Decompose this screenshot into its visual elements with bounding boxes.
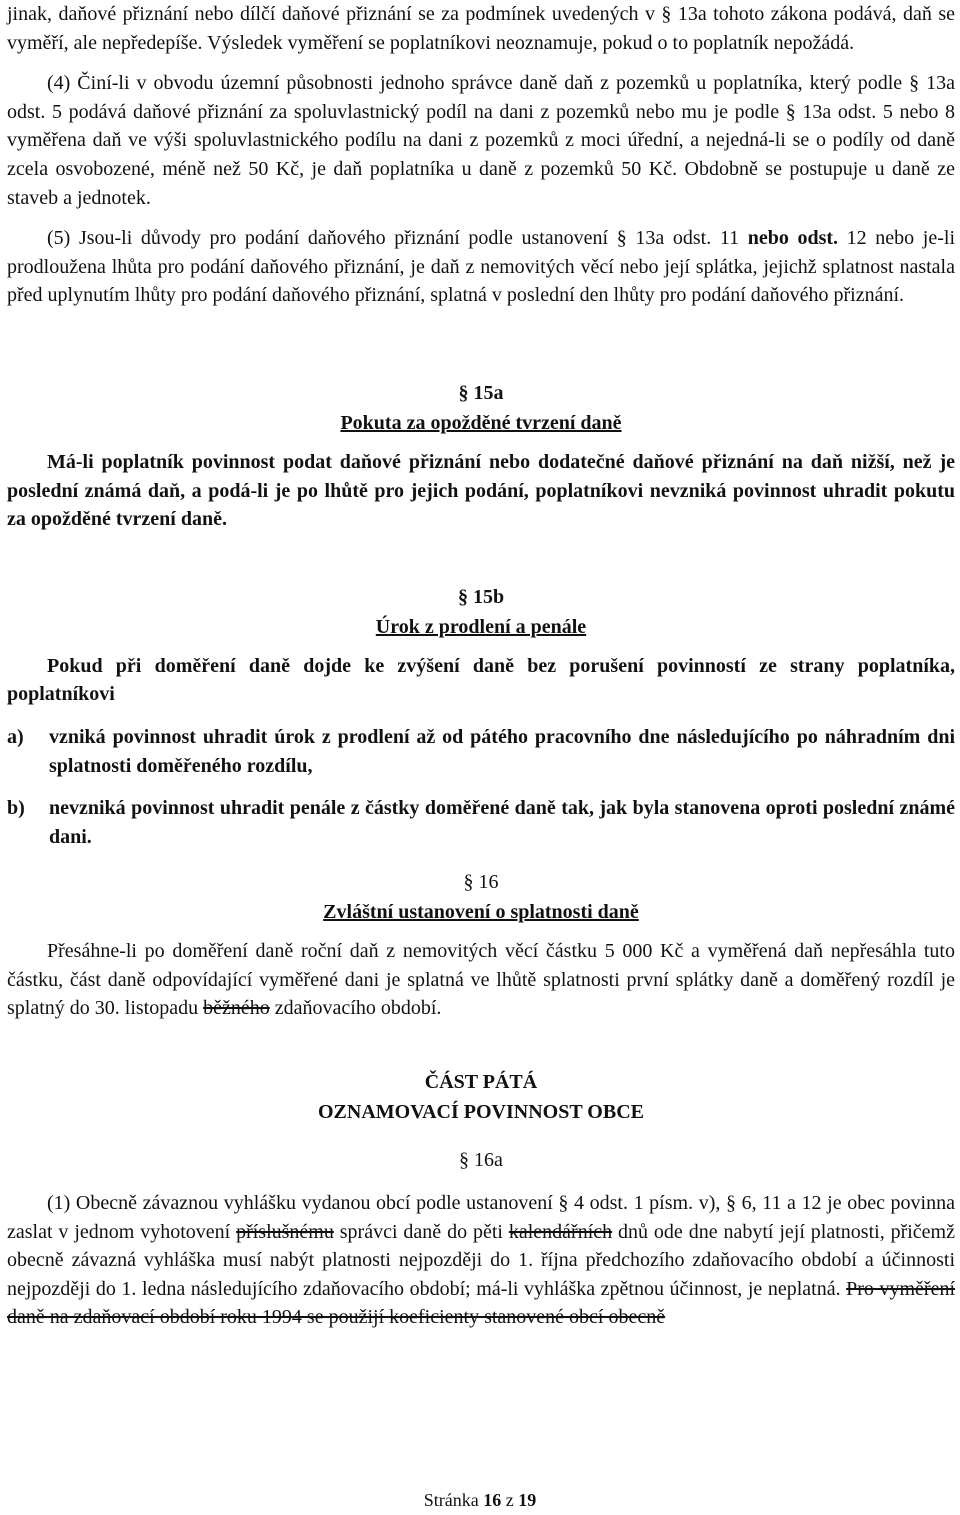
spacer — [7, 1023, 955, 1067]
section-15a-title: Pokuta za opožděné tvrzení daně — [340, 411, 622, 434]
paragraph-5-bold: nebo odst. — [747, 227, 839, 250]
section-16a-struck-2: kalendářních — [508, 1220, 613, 1243]
section-15a-text: Má-li poplatník povinnost podat daňové přiznání nebo dodatečné daňové přiznání na daň nižší, než je poslední známá daň, a podá-li je po lhůtě pro jejich podání, poplatníkovi nevzniká povinnost uhradit pokutu za opožděné tvrzení daně. — [7, 450, 955, 531]
paragraph-continuation: jinak, daňové přiznání nebo dílčí daňové přiznání se za podmínek uvedených v § 13a tohoto zákona podává, daň se vyměří, ale nepředepíše. Výsledek vyměření se poplatníkovi neoznamuje, pokud o to poplatník nepožádá. — [7, 3, 955, 54]
paragraph-4: (4) Činí-li v obvodu územní působnosti jednoho správce daně daň z pozemků u poplatníka, který podle § 13a odst. 5 podává daňové přiznání za spoluvlastnický podíl na dani z pozemků nebo mu je podle § 13a odst. 5 nebo 8 vyměřena daň ve výši spoluvlastnického podílu na dani z pozemků z moci úřední, a nejedná-li se o podíly od daně zcela osvobozené, méně než 50 Kč, je daň poplatníka u daně z pozemků 50 Kč. Obdobně se postupuje u daně ze staveb a jednotek. — [7, 72, 955, 209]
item-label: a) — [7, 725, 24, 748]
item-label: b) — [7, 797, 25, 820]
spacer — [7, 642, 955, 652]
section-16a-text-1: (1) Obecně závaznou vyhlášku vydanou obcí podle ustanovení § 4 odst. 1 písm. v), § 6, 11 a 12 je obec povinna zaslat v jednom vyhotovení — [7, 1192, 955, 1243]
section-15b-number: § 15b — [457, 585, 505, 608]
spacer — [7, 709, 955, 723]
section-16-struck: běžného — [203, 997, 270, 1020]
section-15b-item-b — [7, 794, 955, 851]
section-16-text-main: Přesáhne-li po doměření daně roční daň z nemovitých věcí částku 5 000 Kč a vyměřená daň nepřesáhla tuto částku, část daně odpovídající vyměřené dani je splatná ve lhůtě splatnosti první splátky daně a doměřený rozdíl je splatný do 30. listopadu — [7, 940, 955, 1020]
spacer — [7, 780, 955, 794]
spacer — [7, 851, 955, 867]
section-15b-item-a — [7, 723, 955, 780]
item-text: vzniká povinnost uhradit úrok z prodlení až od pátého pracovního dne následujícího po náhradním dni splatnosti doměřeného rozdílu, — [49, 725, 955, 777]
section-16-title: Zvláštní ustanovení o splatnosti daně — [323, 901, 639, 924]
section-15b-intro: Pokud při doměření daně dojde ke zvýšení daně bez porušení povinností ze strany poplatníka, poplatníkovi — [7, 654, 955, 706]
paragraph-5-text-a: (5) Jsou-li důvody pro podání daňového přiznání podle ustanovení § 13a odst. 11 — [47, 227, 748, 250]
spacer — [7, 534, 955, 582]
part-5-title: OZNAMOVACÍ POVINNOST OBCE — [318, 1101, 644, 1124]
spacer — [7, 57, 955, 69]
section-16a-text — [7, 1189, 955, 1332]
spacer — [7, 438, 955, 448]
paragraph-5-text-b: 12 nebo je-li prodloužena lhůta pro podání daňového přiznání, je daň z nemovitých věcí nebo její splátka, jejichž splatnost nastala před uplynutím lhůty pro podání daňového přiznání, splatná v poslední den lhůty pro podání daňového přiznání. — [7, 227, 956, 307]
footer-total-pages: 19 — [518, 1490, 537, 1510]
spacer — [7, 212, 955, 224]
section-15a-number: § 15a — [458, 381, 504, 404]
paragraph-5 — [7, 224, 955, 310]
spacer — [7, 1127, 955, 1145]
spacer — [7, 310, 955, 378]
item-text: nevzniká povinnost uhradit penále z částky doměřené daně tak, jak byla stanovena oproti poslední známé dani. — [49, 797, 955, 848]
footer-current-page: 16 — [483, 1490, 502, 1510]
section-16a-struck-1: příslušnému — [236, 1220, 334, 1243]
section-16a-struck-3: Pro vyměření daně na zdaňovací období roku 1994 se použijí koeficienty stanovené obcí obecně — [7, 1277, 956, 1329]
section-16a-number: § 16a — [459, 1149, 503, 1172]
spacer — [7, 927, 955, 937]
section-16a-text-2: správci daně do pěti — [333, 1220, 509, 1243]
section-16-text — [7, 937, 955, 1023]
section-15b-title: Úrok z prodlení a penále — [375, 615, 587, 638]
part-5-heading: ČÁST PÁTÁ — [424, 1071, 538, 1094]
footer-separator: z — [501, 1490, 519, 1510]
page-footer — [0, 1486, 960, 1515]
section-16a-text-3: dnů ode dne nabytí její platnosti, přičemž obecně závazná vyhláška musí nabýt platnosti nejpozději do 1. října předchozího zdaňovacího období a účinnosti nejpozději do 1. ledna následujícího zdaňovacího období; má-li vyhláška zpětnou účinnost, je neplatná. — [7, 1220, 955, 1300]
section-16-text-end: zdaňovacího období. — [269, 997, 442, 1020]
section-16-number: § 16 — [463, 871, 499, 894]
footer-label: Stránka — [423, 1490, 484, 1510]
spacer — [7, 1175, 955, 1189]
document-page — [7, 0, 955, 1332]
